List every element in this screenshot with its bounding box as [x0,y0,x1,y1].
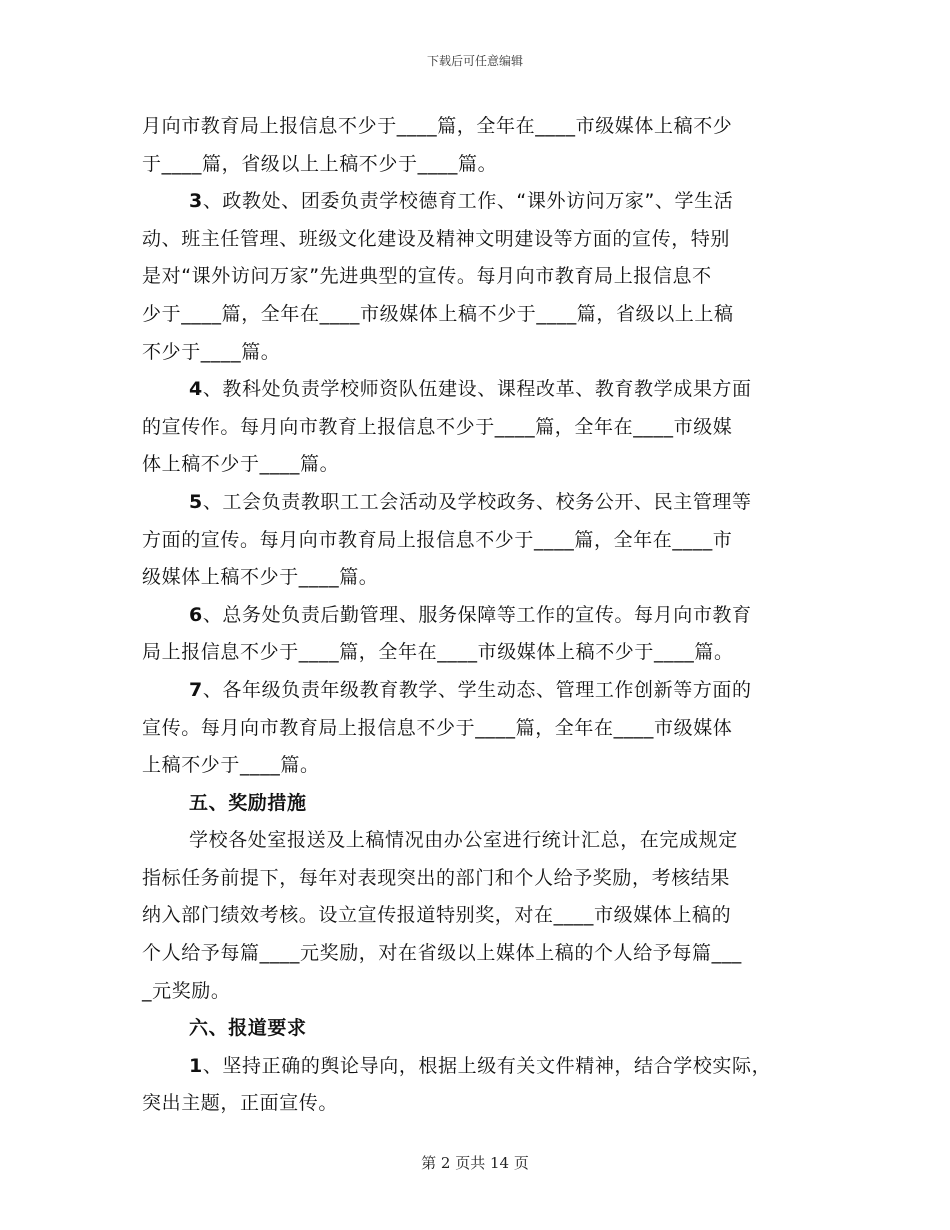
text-line [142,559,822,597]
line-text: 、坚持正确的舆论导向，根据上级有关文件精神，结合学校实际， [202,1054,772,1077]
text-line [142,258,822,296]
text-line [142,973,822,1011]
line-text: 五、奖励措施 [189,791,307,814]
text-line [142,183,822,221]
item-number: 3 [189,190,203,213]
text-line [142,710,822,748]
line-text: _元奖励。 [142,979,231,1002]
item-number: 6 [189,603,203,626]
item-number: 4 [189,378,203,401]
line-text: 级媒体上稿不少于____篇。 [142,566,379,589]
line-text: 、政教处、团委负责学校德育工作、“课外访问万家”、学生活 [202,190,734,213]
item-number: 7 [189,678,203,701]
line-text: 个人给予每篇____元奖励，对在省级以上媒体上稿的个人给予每篇___ [142,942,742,965]
text-line [142,822,822,860]
line-text: 体上稿不少于____篇。 [142,453,340,476]
text-line [142,935,822,973]
item-number: 5 [189,490,203,513]
text-line [142,296,822,334]
text-line [142,334,822,372]
line-text: 、教科处负责学校师资队伍建设、课程改革、教育教学成果方面 [202,378,752,401]
text-line [142,860,822,898]
document-body [142,108,822,1123]
line-text: 动、班主任管理、班级文化建设及精神文明建设等方面的宣传，特别 [142,227,731,250]
line-text: 突出主题，正面宣传。 [142,1092,339,1115]
line-text: 纳入部门绩效考核。设立宣传报道特别奖，对在____市级媒体上稿的 [142,904,732,927]
text-line [142,108,822,146]
text-line [142,672,822,710]
line-text: 指标任务前提下，每年对表现突出的部门和个人给予奖励，考核结果 [142,866,731,889]
line-text: 学校各处室报送及上稿情况由办公室进行统计汇总，在完成规定 [189,829,738,852]
text-line [142,747,822,785]
line-text: 上稿不少于____篇。 [142,754,320,777]
page-header: 下载后可任意编辑 [426,54,523,68]
section-heading [142,785,822,823]
line-text: 的宣传作。每月向市教育上报信息不少于____篇，全年在____市级媒 [142,415,733,438]
line-text: 于____篇，省级以上上稿不少于____篇。 [142,152,498,175]
text-line [142,484,822,522]
line-text: 、总务处负责后勤管理、服务保障等工作的宣传。每月向市教育 [202,603,752,626]
text-line [142,634,822,672]
text-line [142,146,822,184]
text-line [142,221,822,259]
text-line [142,409,822,447]
text-line [142,446,822,484]
line-text: 宣传。每月向市教育局上报信息不少于____篇，全年在____市级媒体 [142,716,733,739]
text-line [142,597,822,635]
text-line [142,897,822,935]
text-line [142,1085,822,1123]
page-footer: 第 2 页共 14 页 [421,1154,529,1172]
line-text: 、工会负责教职工工会活动及学校政务、校务公开、民主管理等 [202,490,752,513]
section-heading [142,1010,822,1048]
line-text: 六、报道要求 [189,1017,307,1040]
line-text: 局上报信息不少于____篇，全年在____市级媒体上稿不少于____篇。 [142,641,734,664]
line-text: 月向市教育局上报信息不少于____篇，全年在____市级媒体上稿不少 [142,115,733,137]
text-line [142,1048,822,1086]
item-number: 1 [189,1054,203,1077]
line-text: 是对“课外访问万家”先进典型的宣传。每月向市教育局上报信息不 [142,265,712,288]
line-text: 少于____篇，全年在____市级媒体上稿不少于____篇，省级以上上稿 [142,302,734,325]
text-line [142,522,822,560]
line-text: 、各年级负责年级教育教学、学生动态、管理工作创新等方面的 [202,678,752,701]
line-text: 方面的宣传。每月向市教育局上报信息不少于____篇，全年在____市 [142,528,733,551]
line-text: 不少于____篇。 [142,340,281,363]
text-line [142,371,822,409]
